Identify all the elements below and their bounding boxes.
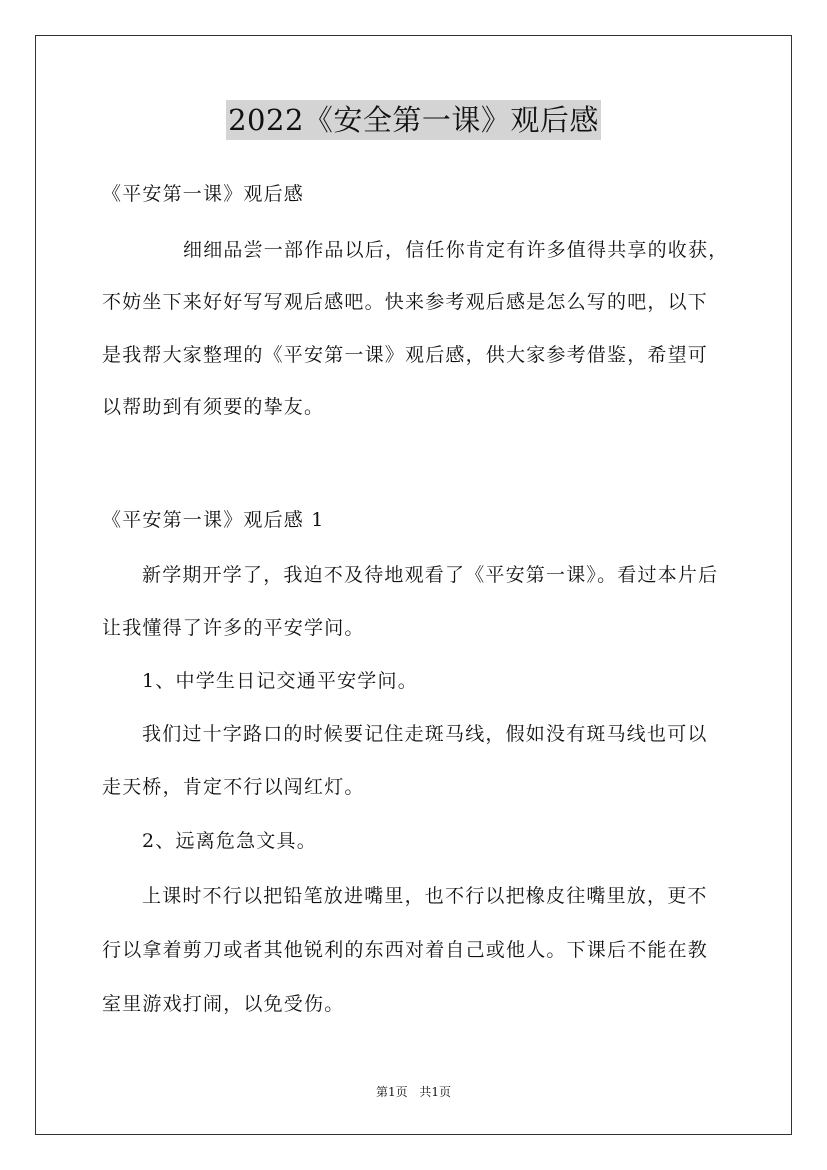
intro-line: 细细品尝一部作品以后，信任你肯定有许多值得共享的收获， [183, 239, 729, 261]
page-total: 共1页 [419, 1085, 452, 1099]
body-line: 上课时不行以把铅笔放进嘴里，也不行以把橡皮往嘴里放，更不 [142, 885, 708, 907]
body-line: 新学期开学了，我迫不及待地观看了《平安第一课》。看过本片后 [142, 564, 719, 586]
intro-line: 不妨坐下来好好写写观后感吧。快来参考观后感是怎么写的吧，以下 [102, 291, 709, 313]
page-number: 第1页 [375, 1085, 408, 1099]
body-line: 让我懂得了许多的平安学问。 [102, 617, 365, 639]
page-footer [0, 1084, 827, 1100]
body-line: 我们过十字路口的时候要记住走斑马线，假如没有斑马线也可以 [142, 723, 708, 745]
body-line: 1、中学生日记交通平安学问。 [142, 670, 418, 692]
title-container [0, 100, 827, 140]
body-line: 2、远离危急文具。 [142, 830, 317, 852]
body-line: 室里游戏打闹，以免受伤。 [102, 993, 345, 1015]
document-subtitle: 《平安第一课》观后感 [102, 183, 305, 205]
intro-line: 以帮助到有须要的挚友。 [102, 396, 325, 418]
section-heading: 《平安第一课》观后感 1 [102, 509, 325, 531]
body-line: 走天桥，肯定不行以闯红灯。 [102, 776, 365, 798]
intro-line: 是我帮大家整理的《平安第一课》观后感，供大家参考借鉴，希望可 [102, 344, 709, 366]
body-line: 行以拿着剪刀或者其他锐利的东西对着自己或他人。下课后不能在教 [102, 939, 709, 961]
document-title: 2022《安全第一课》观后感 [226, 100, 601, 140]
